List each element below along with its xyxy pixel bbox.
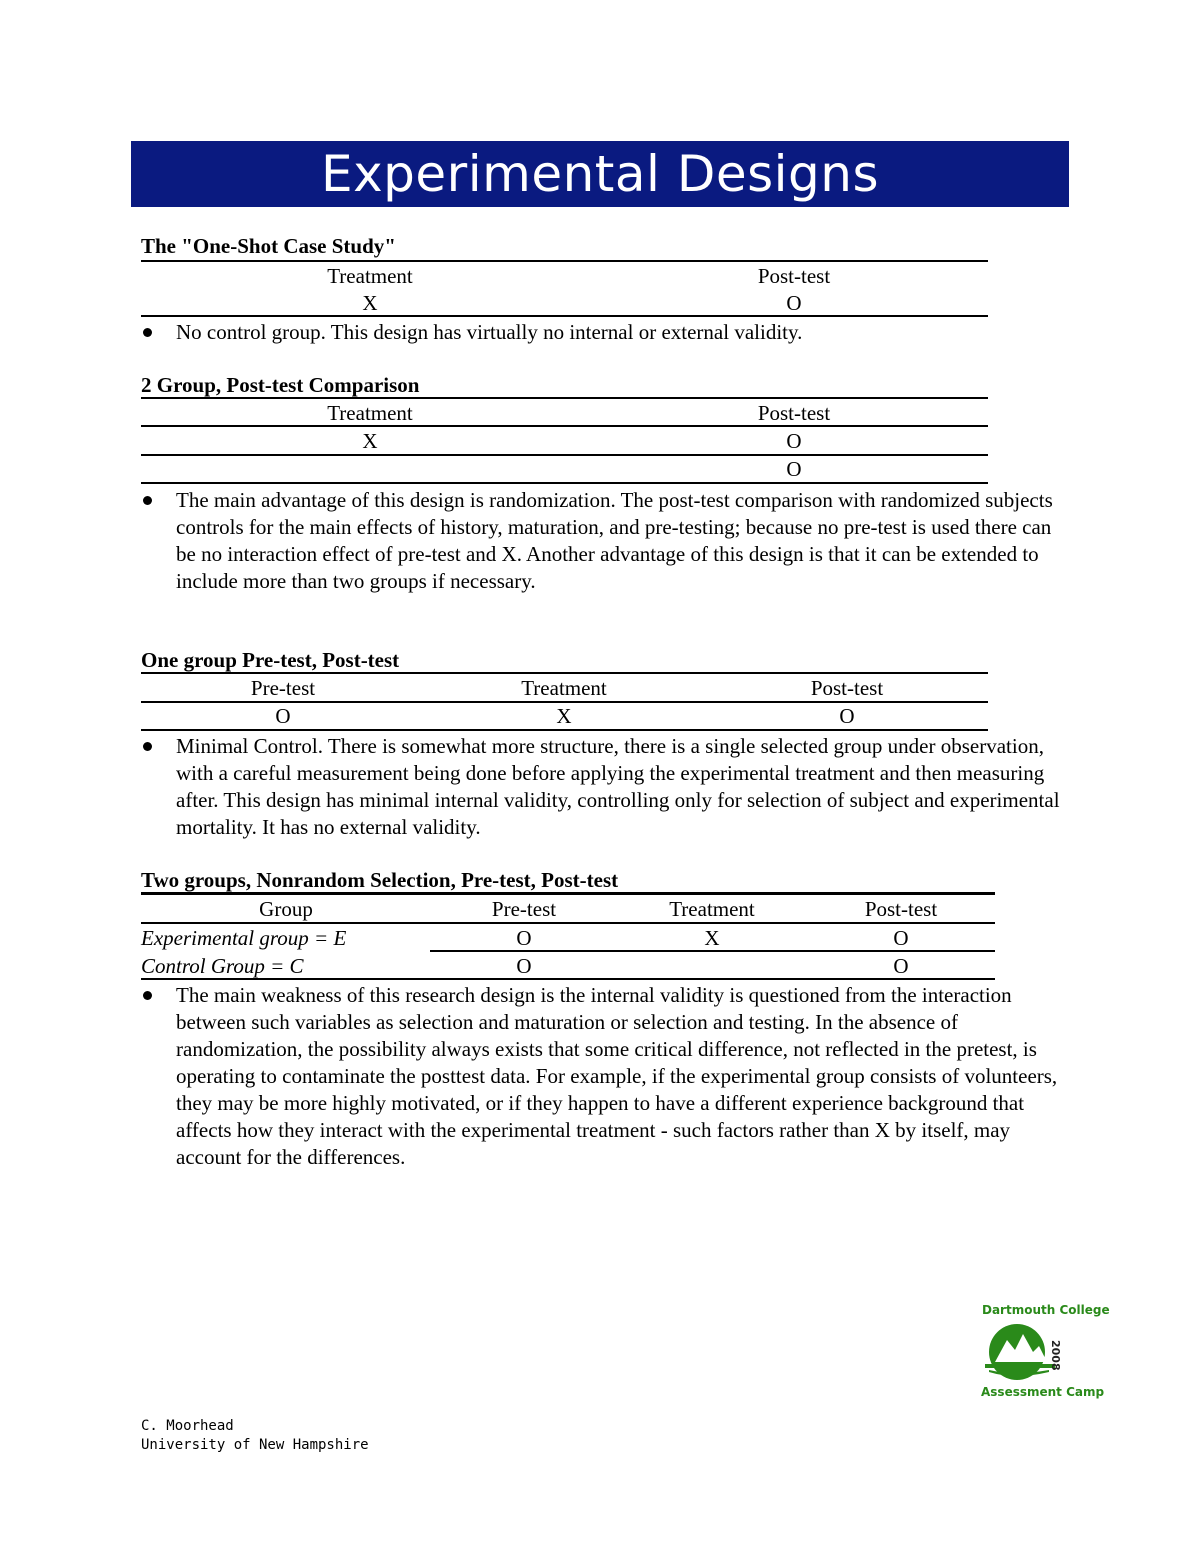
table-cell: O — [786, 457, 802, 481]
column-header: Treatment — [327, 401, 413, 425]
group-label: Control Group = C — [141, 954, 304, 978]
table-rule — [141, 454, 988, 456]
table-rule — [430, 950, 995, 952]
column-header: Treatment — [521, 676, 607, 700]
footer-author: C. Moorhead — [141, 1418, 234, 1434]
table-rule — [141, 315, 988, 317]
column-header: Post-test — [757, 401, 831, 425]
column-header: Treatment — [327, 264, 413, 288]
column-header: Pre-test — [250, 676, 316, 700]
table-cell: O — [893, 954, 909, 978]
table-cell: X — [556, 704, 572, 728]
table-cell: X — [362, 429, 378, 453]
bullet-item — [141, 319, 1071, 346]
bullet-item — [141, 487, 1071, 595]
table-rule — [141, 425, 988, 427]
table-cell: O — [893, 926, 909, 950]
table-rule — [141, 482, 988, 484]
column-header: Group — [259, 897, 313, 921]
section-heading-two-groups-nonrandom: Two groups, Nonrandom Selection, Pre-test, Post-test — [141, 868, 619, 892]
table-cell: O — [786, 291, 802, 315]
table-cell: O — [839, 704, 855, 728]
table-rule — [141, 672, 988, 674]
logo-bottom-text: Assessment Camp — [981, 1385, 1105, 1399]
logo-top-text: Dartmouth College — [982, 1303, 1110, 1317]
bullet-item — [141, 982, 1071, 1171]
table-cell: O — [275, 704, 291, 728]
column-header: Pre-test — [491, 897, 557, 921]
group-label: Experimental group = E — [141, 926, 347, 950]
table-rule — [141, 922, 995, 924]
table-rule — [141, 892, 995, 895]
table-rule — [141, 729, 988, 731]
bullet-text: No control group. This design has virtually no internal or external validity. — [176, 320, 803, 344]
column-header: Post-test — [810, 676, 884, 700]
page-title: Experimental Designs — [131, 141, 1069, 207]
section-heading-two-group-post-test: 2 Group, Post-test Comparison — [141, 373, 420, 397]
column-header: Post-test — [757, 264, 831, 288]
table-cell: O — [786, 429, 802, 453]
table-cell: X — [362, 291, 378, 315]
section-heading-one-group-pre-post: One group Pre-test, Post-test — [141, 648, 400, 672]
table-cell: X — [704, 926, 720, 950]
table-rule — [141, 397, 988, 399]
bullet-text: The main weakness of this research design is the internal validity is questioned from the interaction between such variables as selection and maturation or selection and testing. In the absence of randomization, the possibility always exists that some critical difference, not reflected in the pretest, is operating to contaminate the posttest data. For example, if the experimental group consists of volunteers, they may be more highly motivated, or if they happen to have a different experience background that affects how they interact with the experimental treatment - such factors rather than X by itself, may account for the differences. — [176, 983, 1058, 1169]
bullet-item — [141, 733, 1071, 841]
footer-affiliation: University of New Hampshire — [141, 1437, 369, 1453]
bullet-text: Minimal Control. There is somewhat more structure, there is a single selected group under observation, with a careful measurement being done before applying the experimental treatment and then measuring after. This design has minimal internal validity, controlling only for selection of subject and experimental mortality. It has no external validity. — [176, 734, 1060, 839]
column-header: Post-test — [864, 897, 938, 921]
table-rule — [141, 978, 995, 980]
table-cell: O — [516, 954, 532, 978]
logo-year: 2008 — [1049, 1340, 1062, 1371]
table-rule — [141, 260, 988, 262]
section-heading-one-shot: The "One-Shot Case Study" — [141, 234, 396, 258]
column-header: Treatment — [669, 897, 755, 921]
bullet-text: The main advantage of this design is randomization. The post-test comparison with randomized subjects controls for the main effects of history, maturation, and pre-testing; because no pre-test is used there can be no interaction effect of pre-test and X. Another advantage of this design is that it can be extended to include more than two groups if necessary. — [176, 488, 1053, 593]
table-rule — [141, 701, 988, 703]
table-cell: O — [516, 926, 532, 950]
